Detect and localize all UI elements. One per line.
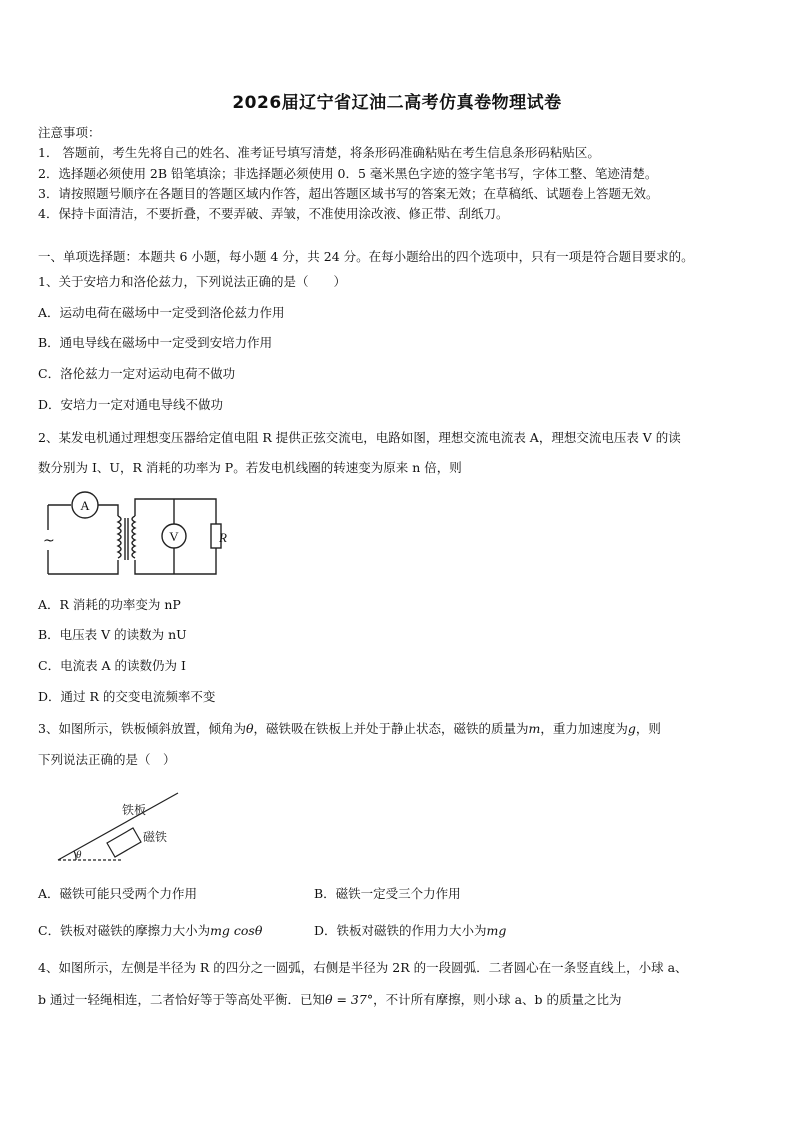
q3-gravity-symbol: g (627, 721, 636, 736)
notice-item-2: 2．选择题必须使用 2B 铅笔填涂；非选择题必须使用 0．5 毫米黑色字迹的签字笔书写，字体工整、笔迹清楚。 (38, 166, 658, 181)
resistor-label: R (219, 530, 227, 545)
q2-option-c: C．电流表 A 的读数仍为 I (38, 658, 186, 673)
page-title: 2026届辽宁省辽油二高考仿真卷物理试卷 (232, 93, 562, 113)
q3-stem-part-4: ，则 (635, 721, 661, 736)
notice-heading: 注意事项： (38, 125, 101, 140)
q1-option-b: B．通电导线在磁场中一定受到安培力作用 (38, 335, 273, 350)
q2-option-b: B．电压表 V 的读数为 nU (38, 627, 187, 642)
q3-incline-diagram (50, 788, 190, 868)
notice-item-3: 3．请按照题号顺序在各题目的答题区域内作答，超出答题区域书写的答案无效；在草稿纸、试题卷上答题无效。 (38, 186, 659, 201)
ac-source-symbol: ~ (43, 533, 55, 549)
q2-circuit-diagram (38, 488, 228, 580)
voltmeter-label: V (169, 529, 179, 544)
q1-option-c: C．洛伦兹力一定对运动电荷不做功 (38, 366, 236, 381)
ammeter-label: A (80, 498, 90, 513)
angle-label: θ (76, 849, 82, 861)
q4-stem-line-2 (38, 990, 622, 1008)
q1-stem: 1、关于安培力和洛伦兹力，下列说法正确的是（ ） (38, 274, 346, 289)
q3-theta: θ (245, 721, 254, 736)
q2-option-d: D．通过 R 的交变电流频率不变 (38, 689, 216, 704)
q2-option-a: A．R 消耗的功率变为 nP (38, 597, 181, 612)
iron-plate-label: 铁板 (122, 803, 147, 817)
q3-option-a: A．磁铁可能只受两个力作用 (38, 886, 198, 901)
q3-stem-part-3: ，重力加速度为 (540, 721, 628, 736)
q4-stem-part-1: b 通过一轻绳相连，二者恰好等于等高处平衡．已知 (38, 992, 325, 1007)
notice-item-1: 1． 答题前，考生先将自己的姓名、准考证号填写清楚，将条形码准确粘贴在考生信息条形码粘贴区。 (38, 145, 600, 160)
q2-stem-line-2: 数分别为 I、U，R 消耗的功率为 P。若发电机线圈的转速变为原来 n 倍，则 (38, 460, 462, 475)
q3-option-b: B．磁铁一定受三个力作用 (314, 886, 461, 901)
q3-option-c-math: mg cosθ (210, 923, 263, 938)
q3-stem-line-2: 下列说法正确的是（ ） (38, 752, 176, 767)
q4-stem-part-2: ，不计所有摩擦，则小球 a、b 的质量之比为 (373, 992, 622, 1007)
q3-stem-line-1 (38, 719, 661, 737)
magnet-label: 磁铁 (143, 830, 168, 844)
q3-option-c (38, 921, 262, 939)
q3-option-c-text: C．铁板对磁铁的摩擦力大小为 (38, 923, 211, 938)
q3-option-d-math: mg (486, 923, 507, 938)
q3-option-d (314, 921, 506, 939)
q3-stem-part-2: ，磁铁吸在铁板上并处于静止状态，磁铁的质量为 (253, 721, 529, 736)
q1-option-d: D．安培力一定对通电导线不做功 (38, 397, 224, 412)
notice-item-4: 4．保持卡面清洁，不要折叠，不要弄破、弄皱，不准使用涂改液、修正带、刮纸刀。 (38, 206, 509, 221)
q4-stem-line-1: 4、如图所示，左侧是半径为 R 的四分之一圆弧，右侧是半径为 2R 的一段圆弧．二者圆心在一条竖直线上，小球 a、 (38, 960, 688, 975)
q3-mass-symbol: m (528, 721, 541, 736)
q4-theta-value: θ = 37° (324, 992, 374, 1007)
q3-option-d-text: D．铁板对磁铁的作用力大小为 (314, 923, 487, 938)
q2-stem-line-1: 2、某发电机通过理想变压器给定值电阻 R 提供正弦交流电，电路如图，理想交流电流表 A，理想交流电压表 V 的读 (38, 430, 681, 445)
q3-stem-part-1: 3、如图所示，铁板倾斜放置，倾角为 (38, 721, 246, 736)
q1-option-a: A．运动电荷在磁场中一定受到洛伦兹力作用 (38, 305, 285, 320)
section-heading: 一、单项选择题：本题共 6 小题，每小题 4 分，共 24 分。在每小题给出的四个选项中，只有一项是符合题目要求的。 (38, 249, 694, 264)
